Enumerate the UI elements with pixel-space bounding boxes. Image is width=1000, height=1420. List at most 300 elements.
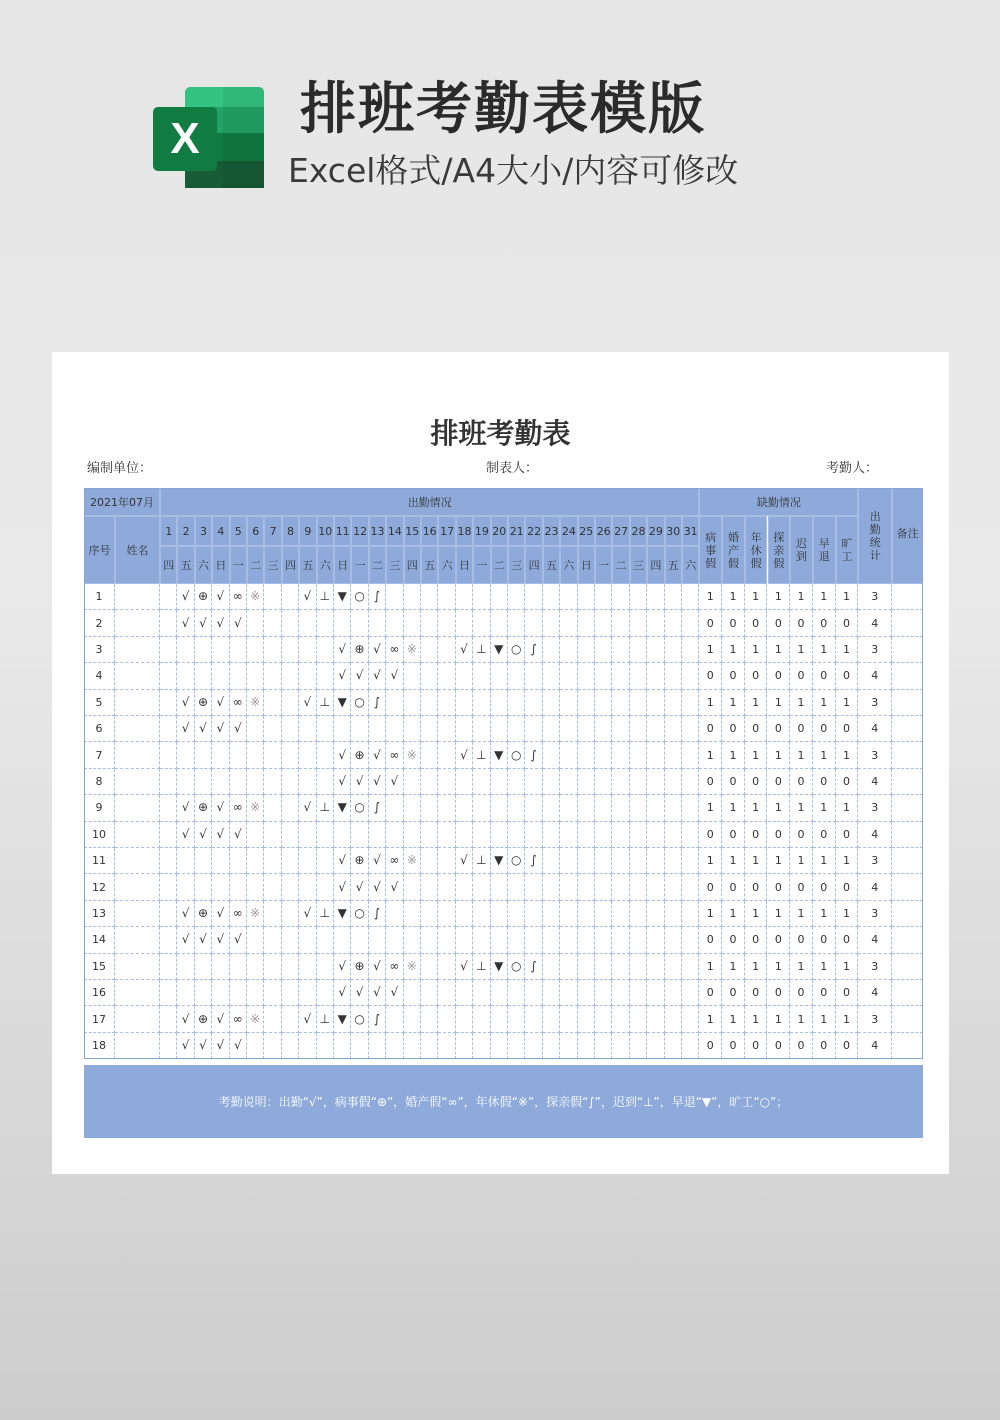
day-mark-cell[interactable] [404, 637, 421, 663]
absence-value-cell[interactable] [836, 1033, 859, 1059]
day-mark-cell[interactable] [247, 610, 264, 636]
day-mark-cell[interactable] [334, 980, 351, 1006]
day-mark-cell[interactable] [282, 980, 299, 1006]
day-mark-cell[interactable] [543, 927, 560, 953]
day-mark-cell[interactable] [578, 584, 595, 610]
day-mark-cell[interactable] [404, 690, 421, 716]
day-mark-cell[interactable] [543, 954, 560, 980]
day-mark-cell[interactable] [299, 637, 316, 663]
day-mark-cell[interactable] [647, 980, 664, 1006]
day-mark-cell[interactable] [473, 637, 490, 663]
absence-value-cell[interactable] [836, 980, 859, 1006]
day-mark-cell[interactable] [595, 584, 612, 610]
day-mark-cell[interactable] [560, 584, 577, 610]
day-mark-cell[interactable] [317, 1006, 334, 1032]
day-mark-cell[interactable] [612, 848, 629, 874]
day-mark-cell[interactable] [282, 637, 299, 663]
day-mark-cell[interactable] [386, 663, 403, 689]
day-mark-cell[interactable] [334, 848, 351, 874]
absence-value-cell[interactable] [745, 795, 768, 821]
day-mark-cell[interactable] [682, 610, 699, 636]
day-mark-cell[interactable] [404, 874, 421, 900]
day-mark-cell[interactable] [404, 1006, 421, 1032]
day-mark-cell[interactable] [369, 610, 386, 636]
day-mark-cell[interactable] [630, 954, 647, 980]
attendance-stat-cell[interactable] [858, 1033, 892, 1059]
absence-value-cell[interactable] [768, 637, 791, 663]
day-mark-cell[interactable] [578, 927, 595, 953]
absence-value-cell[interactable] [745, 822, 768, 848]
row-name-cell[interactable] [115, 584, 160, 610]
day-mark-cell[interactable] [264, 610, 281, 636]
absence-value-cell[interactable] [768, 795, 791, 821]
day-mark-cell[interactable] [230, 716, 247, 742]
day-mark-cell[interactable] [404, 901, 421, 927]
day-mark-cell[interactable] [665, 848, 682, 874]
absence-value-cell[interactable] [745, 874, 768, 900]
day-mark-cell[interactable] [665, 980, 682, 1006]
attendance-stat-cell[interactable] [858, 663, 892, 689]
day-mark-cell[interactable] [647, 822, 664, 848]
day-mark-cell[interactable] [230, 901, 247, 927]
day-mark-cell[interactable] [404, 795, 421, 821]
day-mark-cell[interactable] [508, 690, 525, 716]
day-mark-cell[interactable] [212, 1033, 229, 1059]
day-mark-cell[interactable] [508, 1006, 525, 1032]
day-mark-cell[interactable] [421, 874, 438, 900]
absence-value-cell[interactable] [722, 980, 745, 1006]
absence-value-cell[interactable] [699, 1033, 722, 1059]
day-mark-cell[interactable] [543, 742, 560, 768]
day-mark-cell[interactable] [299, 690, 316, 716]
day-mark-cell[interactable] [282, 610, 299, 636]
day-mark-cell[interactable] [525, 610, 542, 636]
day-mark-cell[interactable] [543, 848, 560, 874]
day-mark-cell[interactable] [369, 1006, 386, 1032]
day-mark-cell[interactable] [230, 584, 247, 610]
absence-value-cell[interactable] [768, 769, 791, 795]
remark-cell[interactable] [892, 927, 923, 953]
day-mark-cell[interactable] [525, 822, 542, 848]
day-mark-cell[interactable] [177, 927, 194, 953]
day-mark-cell[interactable] [369, 848, 386, 874]
day-mark-cell[interactable] [456, 848, 473, 874]
day-mark-cell[interactable] [369, 954, 386, 980]
day-mark-cell[interactable] [595, 874, 612, 900]
day-mark-cell[interactable] [456, 822, 473, 848]
day-mark-cell[interactable] [369, 637, 386, 663]
absence-value-cell[interactable] [768, 610, 791, 636]
day-mark-cell[interactable] [473, 954, 490, 980]
day-mark-cell[interactable] [491, 769, 508, 795]
day-mark-cell[interactable] [160, 610, 177, 636]
day-mark-cell[interactable] [334, 822, 351, 848]
absence-value-cell[interactable] [699, 716, 722, 742]
day-mark-cell[interactable] [421, 927, 438, 953]
day-mark-cell[interactable] [508, 822, 525, 848]
absence-value-cell[interactable] [722, 1006, 745, 1032]
day-mark-cell[interactable] [682, 690, 699, 716]
day-mark-cell[interactable] [282, 1006, 299, 1032]
day-mark-cell[interactable] [282, 716, 299, 742]
day-mark-cell[interactable] [386, 927, 403, 953]
day-mark-cell[interactable] [647, 637, 664, 663]
day-mark-cell[interactable] [212, 848, 229, 874]
day-mark-cell[interactable] [247, 584, 264, 610]
day-mark-cell[interactable] [247, 901, 264, 927]
day-mark-cell[interactable] [543, 716, 560, 742]
row-name-cell[interactable] [115, 1033, 160, 1059]
row-name-cell[interactable] [115, 1006, 160, 1032]
day-mark-cell[interactable] [560, 610, 577, 636]
day-mark-cell[interactable] [421, 822, 438, 848]
day-mark-cell[interactable] [334, 610, 351, 636]
day-mark-cell[interactable] [595, 980, 612, 1006]
absence-value-cell[interactable] [836, 769, 859, 795]
day-mark-cell[interactable] [264, 980, 281, 1006]
row-name-cell[interactable] [115, 795, 160, 821]
absence-value-cell[interactable] [813, 742, 836, 768]
day-mark-cell[interactable] [665, 927, 682, 953]
row-name-cell[interactable] [115, 769, 160, 795]
absence-value-cell[interactable] [790, 874, 813, 900]
day-mark-cell[interactable] [317, 980, 334, 1006]
remark-cell[interactable] [892, 637, 923, 663]
day-mark-cell[interactable] [247, 874, 264, 900]
day-mark-cell[interactable] [630, 874, 647, 900]
day-mark-cell[interactable] [560, 637, 577, 663]
absence-value-cell[interactable] [836, 927, 859, 953]
day-mark-cell[interactable] [491, 954, 508, 980]
day-mark-cell[interactable] [612, 954, 629, 980]
day-mark-cell[interactable] [578, 690, 595, 716]
day-mark-cell[interactable] [525, 874, 542, 900]
absence-value-cell[interactable] [745, 848, 768, 874]
day-mark-cell[interactable] [230, 795, 247, 821]
day-mark-cell[interactable] [491, 690, 508, 716]
day-mark-cell[interactable] [230, 1006, 247, 1032]
day-mark-cell[interactable] [682, 901, 699, 927]
absence-value-cell[interactable] [790, 822, 813, 848]
day-mark-cell[interactable] [438, 927, 455, 953]
day-mark-cell[interactable] [560, 901, 577, 927]
day-mark-cell[interactable] [177, 610, 194, 636]
day-mark-cell[interactable] [560, 769, 577, 795]
absence-value-cell[interactable] [813, 927, 836, 953]
day-mark-cell[interactable] [473, 795, 490, 821]
day-mark-cell[interactable] [665, 742, 682, 768]
day-mark-cell[interactable] [386, 610, 403, 636]
day-mark-cell[interactable] [299, 769, 316, 795]
day-mark-cell[interactable] [195, 795, 212, 821]
day-mark-cell[interactable] [195, 874, 212, 900]
day-mark-cell[interactable] [438, 1033, 455, 1059]
day-mark-cell[interactable] [334, 663, 351, 689]
absence-value-cell[interactable] [768, 716, 791, 742]
day-mark-cell[interactable] [230, 848, 247, 874]
absence-value-cell[interactable] [836, 663, 859, 689]
day-mark-cell[interactable] [282, 690, 299, 716]
day-mark-cell[interactable] [160, 637, 177, 663]
day-mark-cell[interactable] [230, 1033, 247, 1059]
remark-cell[interactable] [892, 610, 923, 636]
day-mark-cell[interactable] [212, 927, 229, 953]
day-mark-cell[interactable] [247, 742, 264, 768]
day-mark-cell[interactable] [438, 742, 455, 768]
day-mark-cell[interactable] [369, 927, 386, 953]
absence-value-cell[interactable] [836, 795, 859, 821]
day-mark-cell[interactable] [317, 637, 334, 663]
absence-value-cell[interactable] [722, 848, 745, 874]
day-mark-cell[interactable] [647, 795, 664, 821]
day-mark-cell[interactable] [665, 795, 682, 821]
day-mark-cell[interactable] [543, 1033, 560, 1059]
day-mark-cell[interactable] [473, 927, 490, 953]
day-mark-cell[interactable] [195, 1006, 212, 1032]
day-mark-cell[interactable] [369, 663, 386, 689]
day-mark-cell[interactable] [647, 874, 664, 900]
day-mark-cell[interactable] [212, 742, 229, 768]
day-mark-cell[interactable] [212, 610, 229, 636]
day-mark-cell[interactable] [212, 795, 229, 821]
day-mark-cell[interactable] [630, 584, 647, 610]
day-mark-cell[interactable] [160, 927, 177, 953]
day-mark-cell[interactable] [282, 742, 299, 768]
day-mark-cell[interactable] [560, 954, 577, 980]
day-mark-cell[interactable] [282, 822, 299, 848]
day-mark-cell[interactable] [647, 848, 664, 874]
day-mark-cell[interactable] [647, 1006, 664, 1032]
day-mark-cell[interactable] [369, 1033, 386, 1059]
absence-value-cell[interactable] [699, 742, 722, 768]
day-mark-cell[interactable] [508, 584, 525, 610]
absence-value-cell[interactable] [813, 690, 836, 716]
day-mark-cell[interactable] [438, 901, 455, 927]
day-mark-cell[interactable] [212, 690, 229, 716]
day-mark-cell[interactable] [317, 874, 334, 900]
day-mark-cell[interactable] [282, 663, 299, 689]
day-mark-cell[interactable] [351, 610, 368, 636]
day-mark-cell[interactable] [195, 954, 212, 980]
absence-value-cell[interactable] [813, 954, 836, 980]
day-mark-cell[interactable] [612, 927, 629, 953]
day-mark-cell[interactable] [456, 795, 473, 821]
absence-value-cell[interactable] [745, 742, 768, 768]
day-mark-cell[interactable] [508, 901, 525, 927]
absence-value-cell[interactable] [813, 1006, 836, 1032]
absence-value-cell[interactable] [699, 980, 722, 1006]
absence-value-cell[interactable] [722, 954, 745, 980]
day-mark-cell[interactable] [230, 663, 247, 689]
day-mark-cell[interactable] [456, 690, 473, 716]
day-mark-cell[interactable] [351, 927, 368, 953]
day-mark-cell[interactable] [317, 769, 334, 795]
day-mark-cell[interactable] [351, 980, 368, 1006]
day-mark-cell[interactable] [230, 637, 247, 663]
day-mark-cell[interactable] [612, 822, 629, 848]
day-mark-cell[interactable] [177, 637, 194, 663]
day-mark-cell[interactable] [595, 901, 612, 927]
day-mark-cell[interactable] [334, 1033, 351, 1059]
day-mark-cell[interactable] [369, 795, 386, 821]
day-mark-cell[interactable] [299, 610, 316, 636]
day-mark-cell[interactable] [612, 742, 629, 768]
day-mark-cell[interactable] [595, 795, 612, 821]
day-mark-cell[interactable] [247, 848, 264, 874]
absence-value-cell[interactable] [699, 610, 722, 636]
day-mark-cell[interactable] [491, 874, 508, 900]
absence-value-cell[interactable] [722, 1033, 745, 1059]
day-mark-cell[interactable] [369, 822, 386, 848]
day-mark-cell[interactable] [299, 742, 316, 768]
day-mark-cell[interactable] [299, 901, 316, 927]
day-mark-cell[interactable] [160, 742, 177, 768]
row-name-cell[interactable] [115, 874, 160, 900]
day-mark-cell[interactable] [491, 980, 508, 1006]
day-mark-cell[interactable] [230, 927, 247, 953]
day-mark-cell[interactable] [351, 874, 368, 900]
day-mark-cell[interactable] [491, 1006, 508, 1032]
day-mark-cell[interactable] [282, 901, 299, 927]
day-mark-cell[interactable] [473, 1006, 490, 1032]
absence-value-cell[interactable] [745, 716, 768, 742]
day-mark-cell[interactable] [230, 980, 247, 1006]
day-mark-cell[interactable] [317, 927, 334, 953]
day-mark-cell[interactable] [334, 1006, 351, 1032]
day-mark-cell[interactable] [456, 954, 473, 980]
day-mark-cell[interactable] [491, 663, 508, 689]
day-mark-cell[interactable] [404, 663, 421, 689]
day-mark-cell[interactable] [525, 1006, 542, 1032]
absence-value-cell[interactable] [836, 584, 859, 610]
remark-cell[interactable] [892, 1033, 923, 1059]
day-mark-cell[interactable] [525, 690, 542, 716]
absence-value-cell[interactable] [768, 1006, 791, 1032]
day-mark-cell[interactable] [421, 690, 438, 716]
attendance-stat-cell[interactable] [858, 1006, 892, 1032]
absence-value-cell[interactable] [722, 769, 745, 795]
day-mark-cell[interactable] [317, 663, 334, 689]
day-mark-cell[interactable] [351, 1033, 368, 1059]
day-mark-cell[interactable] [299, 980, 316, 1006]
day-mark-cell[interactable] [682, 663, 699, 689]
day-mark-cell[interactable] [264, 584, 281, 610]
day-mark-cell[interactable] [682, 716, 699, 742]
day-mark-cell[interactable] [351, 822, 368, 848]
day-mark-cell[interactable] [543, 901, 560, 927]
day-mark-cell[interactable] [456, 584, 473, 610]
row-name-cell[interactable] [115, 822, 160, 848]
day-mark-cell[interactable] [647, 1033, 664, 1059]
day-mark-cell[interactable] [317, 690, 334, 716]
absence-value-cell[interactable] [722, 716, 745, 742]
absence-value-cell[interactable] [722, 690, 745, 716]
day-mark-cell[interactable] [612, 610, 629, 636]
absence-value-cell[interactable] [722, 795, 745, 821]
day-mark-cell[interactable] [438, 848, 455, 874]
day-mark-cell[interactable] [421, 954, 438, 980]
day-mark-cell[interactable] [421, 742, 438, 768]
day-mark-cell[interactable] [647, 584, 664, 610]
absence-value-cell[interactable] [722, 901, 745, 927]
row-name-cell[interactable] [115, 610, 160, 636]
absence-value-cell[interactable] [699, 954, 722, 980]
day-mark-cell[interactable] [543, 874, 560, 900]
absence-value-cell[interactable] [699, 848, 722, 874]
row-name-cell[interactable] [115, 716, 160, 742]
day-mark-cell[interactable] [247, 954, 264, 980]
day-mark-cell[interactable] [438, 980, 455, 1006]
day-mark-cell[interactable] [264, 637, 281, 663]
remark-cell[interactable] [892, 874, 923, 900]
remark-cell[interactable] [892, 769, 923, 795]
day-mark-cell[interactable] [264, 927, 281, 953]
day-mark-cell[interactable] [456, 610, 473, 636]
day-mark-cell[interactable] [195, 1033, 212, 1059]
attendance-stat-cell[interactable] [858, 927, 892, 953]
row-name-cell[interactable] [115, 742, 160, 768]
day-mark-cell[interactable] [351, 637, 368, 663]
day-mark-cell[interactable] [665, 610, 682, 636]
day-mark-cell[interactable] [404, 769, 421, 795]
day-mark-cell[interactable] [299, 795, 316, 821]
day-mark-cell[interactable] [212, 716, 229, 742]
absence-value-cell[interactable] [813, 769, 836, 795]
day-mark-cell[interactable] [473, 742, 490, 768]
day-mark-cell[interactable] [612, 716, 629, 742]
day-mark-cell[interactable] [508, 1033, 525, 1059]
day-mark-cell[interactable] [351, 584, 368, 610]
absence-value-cell[interactable] [768, 901, 791, 927]
absence-value-cell[interactable] [790, 848, 813, 874]
remark-cell[interactable] [892, 822, 923, 848]
day-mark-cell[interactable] [682, 1006, 699, 1032]
day-mark-cell[interactable] [438, 769, 455, 795]
day-mark-cell[interactable] [682, 848, 699, 874]
day-mark-cell[interactable] [630, 1006, 647, 1032]
absence-value-cell[interactable] [836, 874, 859, 900]
day-mark-cell[interactable] [491, 742, 508, 768]
absence-value-cell[interactable] [790, 1006, 813, 1032]
day-mark-cell[interactable] [264, 716, 281, 742]
day-mark-cell[interactable] [264, 874, 281, 900]
day-mark-cell[interactable] [299, 716, 316, 742]
absence-value-cell[interactable] [699, 795, 722, 821]
day-mark-cell[interactable] [630, 637, 647, 663]
absence-value-cell[interactable] [699, 927, 722, 953]
absence-value-cell[interactable] [836, 637, 859, 663]
day-mark-cell[interactable] [334, 769, 351, 795]
absence-value-cell[interactable] [790, 901, 813, 927]
day-mark-cell[interactable] [264, 663, 281, 689]
day-mark-cell[interactable] [525, 584, 542, 610]
day-mark-cell[interactable] [682, 980, 699, 1006]
absence-value-cell[interactable] [813, 822, 836, 848]
day-mark-cell[interactable] [508, 980, 525, 1006]
absence-value-cell[interactable] [768, 1033, 791, 1059]
day-mark-cell[interactable] [560, 716, 577, 742]
day-mark-cell[interactable] [386, 874, 403, 900]
day-mark-cell[interactable] [369, 980, 386, 1006]
day-mark-cell[interactable] [334, 742, 351, 768]
day-mark-cell[interactable] [508, 874, 525, 900]
day-mark-cell[interactable] [264, 901, 281, 927]
day-mark-cell[interactable] [299, 822, 316, 848]
day-mark-cell[interactable] [421, 716, 438, 742]
day-mark-cell[interactable] [665, 663, 682, 689]
day-mark-cell[interactable] [595, 1033, 612, 1059]
absence-value-cell[interactable] [813, 795, 836, 821]
